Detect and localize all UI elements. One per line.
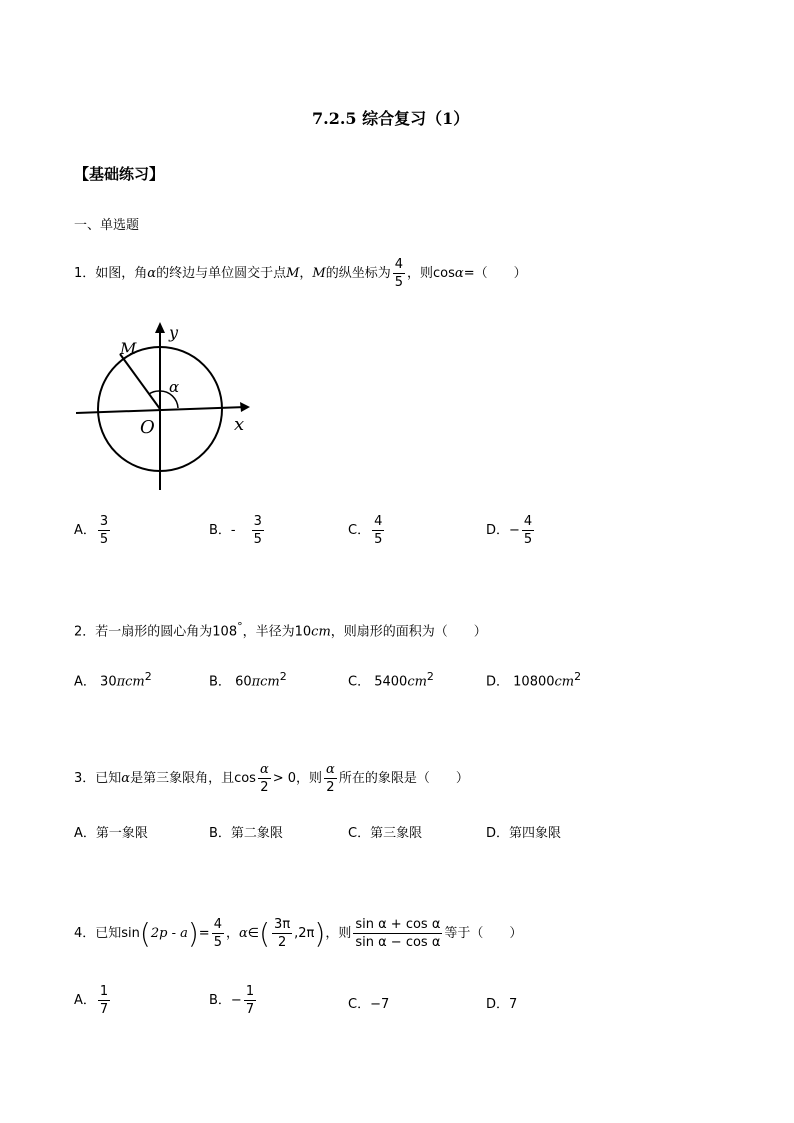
option-b[interactable]: B．− $\frac{1}{7}$: [209, 984, 255, 1017]
x-axis-arrow: [240, 402, 250, 412]
option-a[interactable]: A． $\frac{3}{5}$: [74, 514, 109, 547]
point-m-label: M: [120, 339, 137, 358]
terminal-side: [120, 354, 160, 409]
section-heading: 【基础练习】: [74, 165, 165, 183]
page-title: 7.2.5 综合复习（1）: [312, 109, 470, 128]
unit-circle-figure: [76, 318, 256, 494]
option-a[interactable]: A．第一象限: [74, 826, 148, 841]
origin-label: O: [140, 417, 155, 438]
question-2-stem: 2．若一扇形的圆心角为108°，半径为10cm，则扇形的面积为（ ）: [74, 620, 487, 640]
option-c[interactable]: C．第三象限: [348, 826, 423, 841]
x-label: x: [234, 414, 245, 435]
option-d[interactable]: D．− $\frac{4}{5}$: [486, 514, 533, 547]
option-d[interactable]: D． $10800cm^2$: [486, 670, 582, 690]
y-axis-arrow: [155, 322, 165, 333]
option-c[interactable]: C． $5400cm^2$: [348, 670, 434, 690]
question-1-stem: 1．如图，角α的终边与单位圆交于点M，M的纵坐标为 $\frac{4}{5}$ ，则cosα=（ ）: [74, 257, 527, 290]
option-a[interactable]: A． $\frac{1}{7}$: [74, 984, 109, 1017]
alpha-label: α: [169, 378, 180, 396]
y-label: y: [169, 323, 179, 342]
option-c[interactable]: C．−7: [348, 997, 390, 1012]
question-4-stem: 4．已知sin(2p - a)= $\frac{4}{5}$ ，α∈( $\frac{3\pi}{2}$ ,2π)，则 $\frac{\text{sin α + cos α}}{\text{sin α − cos α}}$ 等于（ ）: [74, 917, 523, 950]
question-type-heading: 一、单选题: [74, 218, 140, 233]
question-3-stem: 3．已知α是第三象限角，且cos $\frac{\alpha}{2}$ > 0，则 $\frac{\alpha}{2}$ 所在的象限是（ ）: [74, 762, 469, 795]
option-d[interactable]: D．7: [486, 997, 518, 1012]
option-b[interactable]: B．- $\frac{3}{5}$: [209, 514, 262, 547]
option-b[interactable]: B． 60πcm$^2$: [209, 670, 287, 690]
option-b[interactable]: B．第二象限: [209, 826, 283, 841]
option-a[interactable]: A． 30πcm$^2$: [74, 670, 152, 690]
fraction: $\frac{4}{5}$: [394, 257, 404, 290]
option-c[interactable]: C． $\frac{4}{5}$: [348, 514, 383, 547]
option-d[interactable]: D．第四象限: [486, 826, 562, 841]
